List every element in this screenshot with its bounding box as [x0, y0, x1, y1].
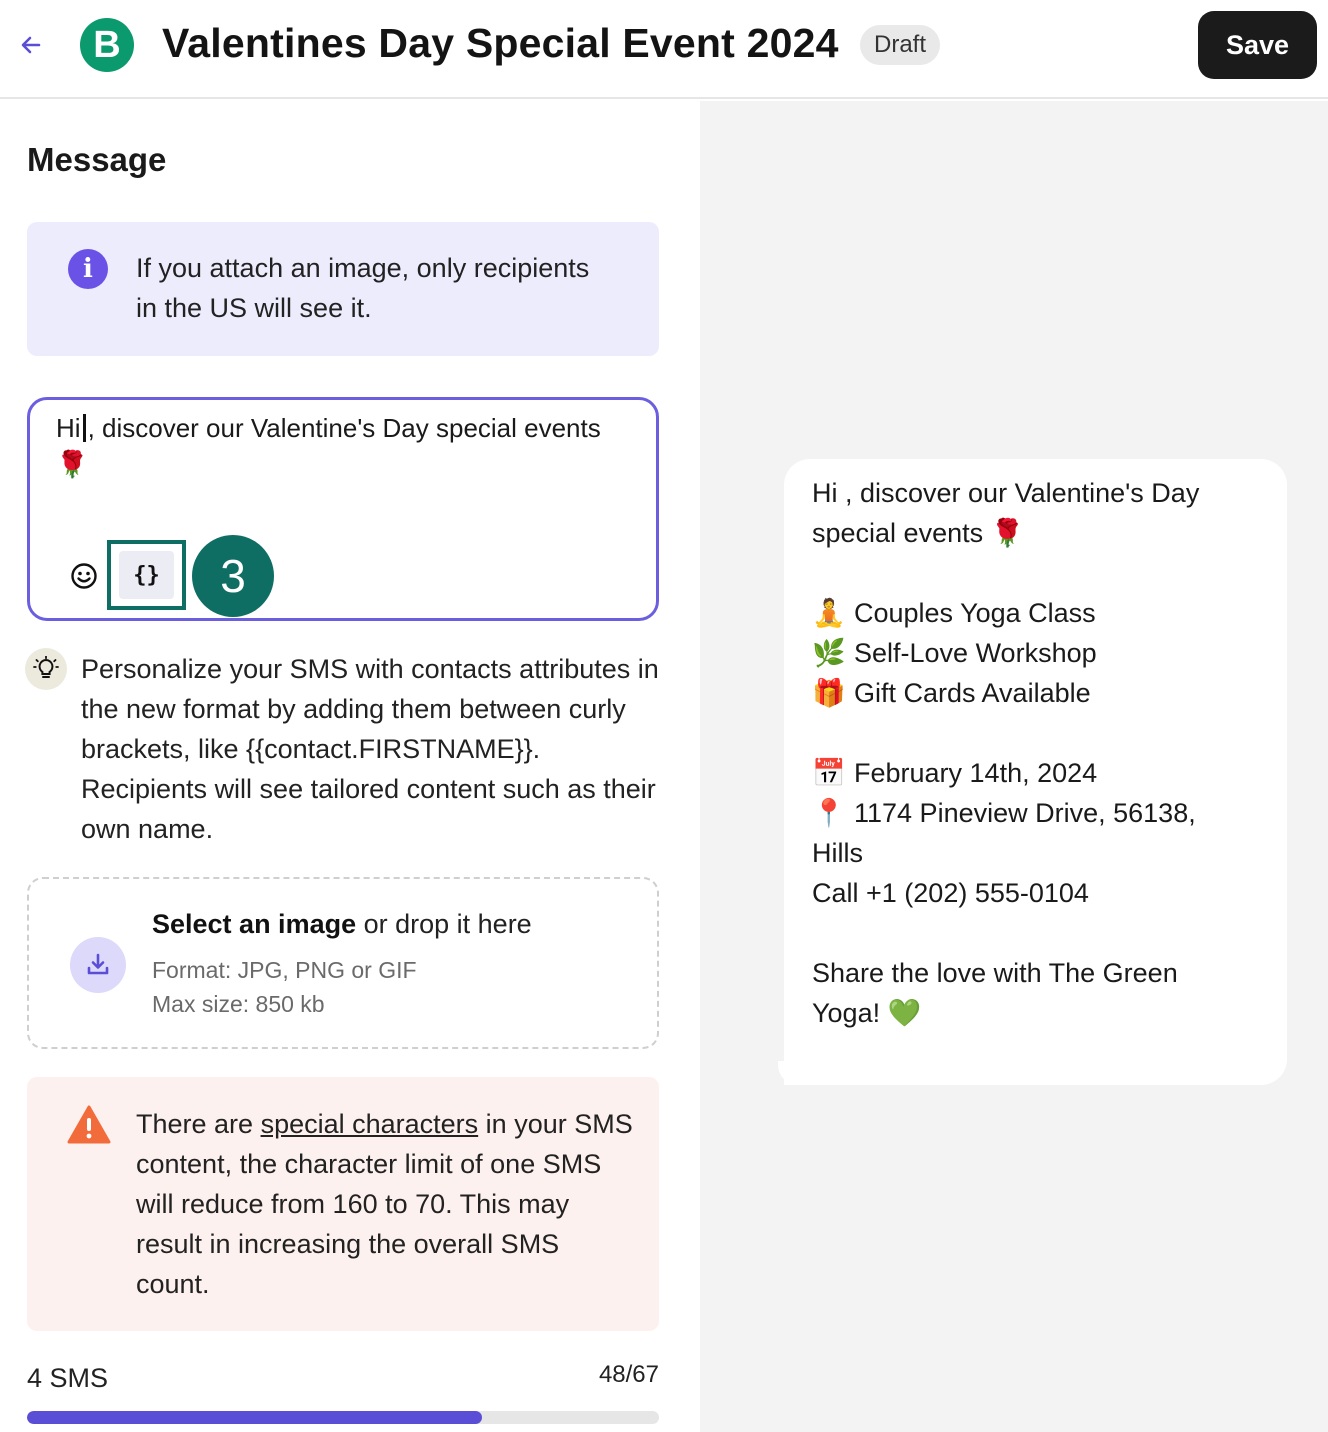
message-text[interactable]: [56, 410, 636, 482]
warning-text: There are special characters in your SMS content, the character limit of one SMS will reduce from 160 to 70. This may result in increasing the overall SMS count.: [136, 1109, 633, 1299]
warning-banner: [27, 1077, 659, 1331]
warning-icon: [67, 1105, 111, 1145]
upload-icon: [70, 937, 126, 993]
arrow-left-icon: [19, 33, 43, 57]
status-badge: Draft: [860, 25, 940, 65]
top-bar: [0, 0, 1328, 99]
image-dropzone[interactable]: [27, 877, 659, 1049]
select-image-link[interactable]: Select an image: [152, 909, 357, 939]
preview-text: Hi , discover our Valentine's Day special events 🌹 🧘 Couples Yoga Class 🌿 Self-Love Workshop 🎁 Gift Cards Available 📅 February 14th, 2024 📍 1174 Pineview Drive, 56138, Hills Call +1 (202) 555-0104 Share the love with The Green Yoga! 💚: [812, 478, 1200, 1028]
gift-emoji: 🎁: [812, 678, 846, 708]
back-button[interactable]: [16, 30, 46, 60]
pin-emoji: 📍: [812, 798, 846, 828]
dropzone-label: Select an image or drop it here: [152, 909, 532, 939]
character-count: 48/67: [598, 1361, 659, 1388]
rose-emoji: 🌹: [56, 449, 89, 479]
brand-logo: B: [80, 18, 134, 72]
emoji-picker-button[interactable]: [68, 560, 100, 592]
info-text: If you attach an image, only recipients in the US will see it.: [136, 253, 590, 323]
message-text-start: Hi: [56, 413, 81, 443]
special-characters-link[interactable]: special characters: [260, 1109, 479, 1139]
message-editor-panel: [0, 101, 700, 1432]
character-progress-bar: [27, 1411, 659, 1424]
progress-fill: [27, 1411, 482, 1424]
insert-variable-button[interactable]: [107, 540, 186, 610]
smiley-icon: [70, 562, 98, 590]
format-hint: Format: JPG, PNG or GIF: [152, 957, 417, 983]
max-size-hint: Max size: 850 kb: [152, 991, 325, 1017]
message-text-rest: , discover our Valentine's Day special events: [87, 413, 601, 443]
message-textarea[interactable]: [27, 397, 659, 621]
sms-count: 4 SMS: [27, 1363, 109, 1393]
save-button[interactable]: Save: [1198, 11, 1317, 79]
section-title: Message: [27, 141, 167, 178]
calendar-emoji: 📅: [812, 758, 846, 788]
lightbulb-icon: [25, 648, 67, 690]
curly-braces-icon: {}: [119, 551, 174, 599]
step-marker: 3: [192, 535, 274, 617]
yoga-emoji: 🧘: [812, 598, 846, 628]
sms-preview-bubble: [784, 459, 1287, 1085]
text-caret: [83, 414, 86, 442]
page-title: Valentines Day Special Event 2024: [162, 20, 839, 66]
green-heart-emoji: 💚: [887, 998, 922, 1028]
info-icon: i: [68, 249, 108, 289]
info-banner: [27, 222, 659, 356]
sms-preview-panel: [700, 101, 1328, 1432]
rose-emoji: 🌹: [990, 518, 1025, 548]
personalization-tip: Personalize your SMS with contacts attributes in the new format by adding them between curly brackets, like {{contact.FIRSTNAME}}. Recipients will see tailored content such as their own name.: [81, 654, 659, 844]
herb-emoji: 🌿: [812, 638, 846, 668]
